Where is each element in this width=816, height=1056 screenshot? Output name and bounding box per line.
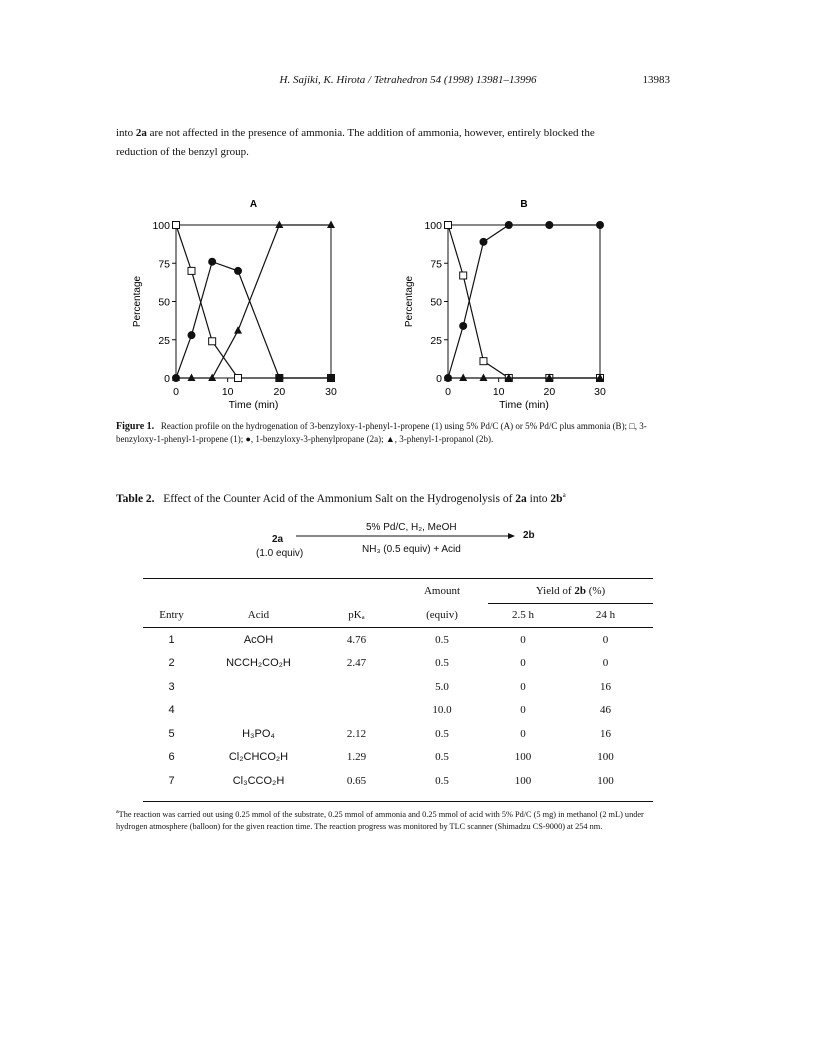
y-tick-label: 75 [430, 258, 442, 271]
cell-acid [200, 675, 317, 699]
cell-pka [317, 699, 396, 723]
header-entry: Entry [159, 609, 184, 621]
table-row [143, 699, 653, 723]
cell-yield-2-5h: 0 [520, 680, 526, 693]
table-header-row-2 [143, 603, 653, 628]
table-title: Table 2. Effect of the Counter Acid of the Ammonium Salt on the Hydrogenolysis of 2a into $2b^a$ [116, 491, 566, 505]
y-tick-label: 0 [164, 373, 170, 385]
panel-label: B [520, 199, 528, 210]
scheme-reactant-note: (1.0 equiv) [256, 548, 304, 559]
cell-yield-2-5h: 100 [514, 751, 532, 764]
cell-amount: 10.0 [432, 704, 452, 717]
x-tick-label: 20 [543, 386, 556, 398]
data-point-filled-circle [327, 374, 335, 382]
cell-yield-24h: 46 [600, 704, 611, 717]
x-axis-label: Time (min) [499, 399, 549, 411]
data-point-filled-triangle [188, 374, 196, 382]
table-bottom-rule [143, 801, 653, 802]
data-point-filled-circle [545, 221, 553, 229]
cell-entry: 6 [168, 751, 175, 764]
y-tick-label: 100 [424, 220, 442, 232]
data-point-filled-triangle [275, 221, 283, 229]
cell-pka: 4.76 [346, 633, 367, 646]
scheme-reactant: 2a [272, 534, 284, 545]
cell-entry: 7 [168, 774, 175, 787]
body-line-1: into 2a are not affected in the presence of ammonia. The addition of ammonia, however, entirely blocked the [116, 127, 595, 139]
table-row [143, 746, 653, 770]
cell-yield-2-5h: 0 [520, 727, 526, 740]
y-tick-label: 100 [152, 220, 170, 232]
panel-label: A [249, 199, 258, 210]
x-tick-label: 30 [325, 386, 337, 398]
scheme-conditions-top: 5% Pd/C, H₂, MeOH [366, 522, 457, 533]
cell-entry: 5 [168, 727, 175, 740]
data-point-filled-circle [234, 267, 242, 275]
figure-caption-label: Figure 1. [116, 421, 155, 432]
y-tick-label: 50 [158, 296, 170, 309]
scheme-conditions-bottom: NH₃ (0.5 equiv) + Acid [362, 544, 461, 555]
figure-caption-text: Reaction profile on the hydrogenation of 3-benzyloxy-1-phenyl-1-propene (1) using 5% Pd/C (A) or 5% Pd/C plus ammonia (B); □, 3-benzyloxy-1-phenyl-1-propene (1); ●, 1-benzyloxy-3-phenylpropane (2a); ▲, 3-phenyl-1-propanol (2b). [116, 421, 647, 444]
series-line-filled-triangle [176, 225, 331, 378]
header-pka: pKₐ [348, 609, 365, 621]
compound-ref: 2a [135, 127, 147, 139]
cell-amount: 0.5 [435, 657, 449, 670]
cell-yield-24h: 0 [602, 657, 609, 670]
data-point-filled-circle [505, 221, 513, 229]
cell-pka: 0.65 [346, 774, 367, 787]
data-point-filled-circle [208, 258, 216, 266]
cell-yield-24h: 16 [600, 727, 611, 740]
table-body [143, 628, 653, 793]
figure-1 [0, 190, 816, 420]
header-amount-unit: (equiv) [426, 609, 458, 621]
data-point-filled-triangle [459, 374, 467, 382]
cell-yield-2-5h: 100 [514, 774, 532, 787]
cell-amount: 0.5 [435, 751, 449, 764]
scheme-product: 2b [523, 530, 535, 541]
data-point-open-square [173, 222, 180, 229]
cell-acid: AcOH [243, 633, 274, 646]
data-point-filled-triangle [327, 221, 335, 229]
y-tick-label: 75 [158, 258, 170, 271]
data-point-open-square [480, 358, 487, 365]
cell-yield-24h: 100 [597, 751, 614, 764]
data-point-filled-circle [596, 221, 604, 229]
cell-amount: 0.5 [435, 633, 449, 646]
reaction-arrow [296, 530, 516, 542]
table-header-row-1 [143, 579, 653, 604]
y-tick-label: 0 [436, 373, 442, 385]
cell-acid [200, 699, 317, 723]
series-line-open-square [448, 225, 600, 378]
table-row [143, 769, 653, 793]
cell-yield-24h: 0 [602, 633, 609, 646]
cell-pka: 2.47 [346, 657, 367, 670]
series-line-open-square [176, 225, 331, 378]
data-point-open-square [188, 267, 195, 274]
cell-acid: NCCH₂CO₂H [226, 657, 291, 670]
body-line-2: reduction of the benzyl group. [116, 146, 249, 158]
table-row [143, 628, 653, 652]
chart-panel-a [132, 199, 337, 411]
series-line-filled-circle [176, 262, 331, 378]
cell-amount: 0.5 [435, 727, 449, 740]
header-yield-24h: 24 h [595, 609, 616, 622]
y-tick-label: 50 [430, 296, 442, 309]
cell-entry: 2 [168, 657, 175, 670]
table-footnote: $^a$The reaction was carried out using 0.25 mmol of the substrate, 0.25 mmol of ammonia and 0.25 mmol of acid with 5% Pd/C (5 mg) in methanol (2 mL) under hydrogen atmosphere (balloon) for the given reaction time. The reaction progress was monitored by TLC scanner (Shimadzu CS-9000) at 254 nm. [116, 809, 644, 832]
cell-pka [317, 675, 396, 699]
cell-yield-24h: 100 [597, 774, 614, 787]
y-axis-label: Percentage [404, 275, 415, 328]
reaction-scheme [0, 520, 816, 560]
header-yield-2-5h: 2.5 h [512, 609, 534, 622]
data-point-filled-triangle [234, 326, 242, 334]
x-tick-label: 0 [445, 386, 451, 398]
table-label: Table 2. [116, 492, 155, 505]
x-axis-label: Time (min) [228, 399, 279, 411]
plot-frame [176, 225, 331, 378]
cell-yield-2-5h: 0 [520, 633, 526, 646]
y-tick-label: 25 [158, 334, 170, 347]
body-paragraph [116, 124, 676, 162]
data-point-filled-triangle [479, 374, 487, 382]
y-axis-label: Percentage [132, 275, 143, 328]
cell-acid: H₃PO₄ [242, 727, 275, 740]
y-tick-label: 25 [430, 334, 442, 347]
cell-yield-24h: 16 [600, 680, 611, 693]
cell-pka: 2.12 [346, 727, 367, 740]
cell-acid: Cl₃CCO₂H [232, 774, 285, 787]
header-amount: Amount [423, 585, 461, 597]
results-table [143, 578, 653, 793]
cell-entry: 3 [168, 680, 175, 693]
data-point-open-square [235, 375, 242, 382]
cell-entry: 4 [168, 704, 175, 717]
cell-pka: 1.29 [346, 751, 367, 764]
header-yield: Yield of 2b (%) [488, 579, 653, 604]
figure-caption [116, 420, 666, 446]
plot-frame [448, 225, 600, 378]
x-tick-label: 0 [173, 386, 179, 398]
x-tick-label: 10 [221, 386, 234, 398]
cell-yield-2-5h: 0 [520, 704, 526, 717]
page-number: 13983 [642, 74, 670, 86]
data-point-open-square [445, 222, 452, 229]
cell-acid: Cl₂CHCO₂H [228, 751, 289, 764]
cell-amount: 5.0 [435, 680, 449, 693]
data-point-filled-circle [188, 331, 196, 339]
data-point-filled-circle [275, 374, 283, 382]
running-header-citation: H. Sajiki, K. Hirota / Tetrahedron 54 (1998) 13981–13996 [279, 74, 537, 86]
chart-panel-b [404, 199, 606, 411]
data-point-filled-triangle [208, 374, 216, 382]
x-tick-label: 30 [594, 386, 606, 398]
table-row [143, 722, 653, 746]
data-point-filled-circle [459, 322, 467, 330]
cell-entry: 1 [168, 633, 175, 646]
table-row [143, 652, 653, 676]
header-acid: Acid [247, 609, 270, 621]
data-point-filled-circle [479, 238, 487, 246]
data-point-open-square [209, 338, 216, 345]
x-tick-label: 20 [273, 386, 286, 398]
cell-yield-2-5h: 0 [520, 657, 526, 670]
table-row [143, 675, 653, 699]
x-tick-label: 10 [492, 386, 505, 398]
series-line-filled-circle [448, 225, 600, 378]
data-point-open-square [460, 272, 467, 279]
cell-amount: 0.5 [435, 774, 449, 787]
